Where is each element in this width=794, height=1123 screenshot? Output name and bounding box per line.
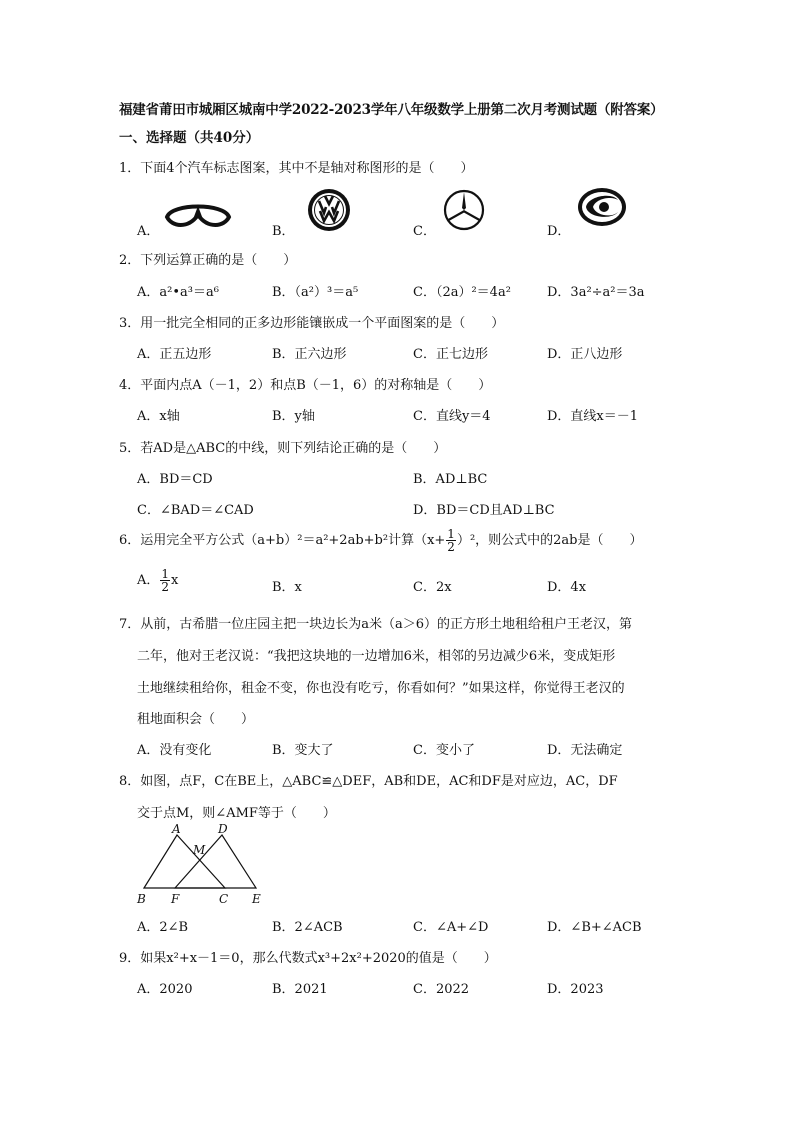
- q6-fraction: [446, 528, 456, 553]
- question-3-stem: 3．用一批完全相同的正多边形能镶嵌成一个平面图案的是（ ）: [119, 316, 505, 331]
- triangle-def: [175, 835, 256, 888]
- label-m: M: [193, 843, 206, 857]
- q6-option-a-letter: A．: [137, 573, 160, 588]
- q3-option-d: D．正八边形: [547, 347, 623, 362]
- q4-option-d: D．直线x＝－1: [547, 409, 639, 424]
- q1-option-a: A．: [137, 224, 160, 239]
- q3-option-b: B．正六边形: [272, 347, 347, 362]
- q2-option-a: A．a²•a³＝a⁶: [137, 285, 219, 300]
- q6-option-c: C．2x: [413, 580, 452, 595]
- question-8-line-1: 8．如图，点F，C在BE上，△ABC≌△DEF，AB和DE，AC和DF是对应边，AC，DF: [119, 774, 618, 789]
- q6-option-a-var: x: [171, 573, 179, 588]
- q9-option-a: A．2020: [137, 982, 193, 997]
- q5-option-a: A．BD＝CD: [137, 472, 213, 487]
- q6-option-a-numerator: 1: [161, 567, 170, 581]
- q6-option-a-denominator: 2: [161, 580, 170, 594]
- infiniti-logo-icon: [164, 200, 232, 230]
- q8-option-d: D．∠B+∠ACB: [547, 920, 642, 935]
- q1-option-c: C．: [413, 224, 436, 239]
- question-7-line-2: 二年，他对王老汉说：“我把这块地的一边增加6米，相邻的另边减少6米，变成矩形: [137, 649, 616, 664]
- question-4-stem: 4．平面内点A（－1，2）和点B（－1，6）的对称轴是（ ）: [119, 378, 492, 393]
- q5-option-c: C．∠BAD＝∠CAD: [137, 503, 254, 518]
- q4-option-c: C．直线y＝4: [413, 409, 491, 424]
- q6-option-a: [137, 568, 178, 593]
- dongfeng-logo-icon: [576, 186, 628, 228]
- q7-option-b: B．变大了: [272, 743, 334, 758]
- triangle-abc: [144, 835, 225, 888]
- label-a: A: [172, 822, 181, 836]
- volkswagen-logo-icon: [306, 187, 352, 233]
- label-c: C: [219, 892, 229, 906]
- q5-option-b: B．AD⊥BC: [413, 472, 488, 487]
- q6-stem-part-2: ）²，则公式中的2ab是（ ）: [456, 533, 643, 548]
- q6-option-b: B．x: [272, 580, 302, 595]
- q3-option-c: C．正七边形: [413, 347, 488, 362]
- q9-option-c: C．2022: [413, 982, 470, 997]
- q7-option-c: C．变小了: [413, 743, 475, 758]
- q9-option-d: D．2023: [547, 982, 604, 997]
- q6-option-a-fraction: [160, 568, 170, 593]
- label-e: E: [252, 892, 261, 906]
- question-2-stem: 2．下列运算正确的是（ ）: [119, 253, 297, 268]
- question-6-stem: [119, 528, 643, 553]
- question-5-stem: 5．若AD是△ABC的中线，则下列结论正确的是（ ）: [119, 441, 447, 456]
- q2-option-b: B．（a²）³＝a⁵: [272, 285, 359, 300]
- question-1-stem: 1．下面4个汽车标志图案，其中不是轴对称图形的是（ ）: [119, 161, 474, 176]
- label-b: B: [137, 892, 146, 906]
- label-f: F: [171, 892, 180, 906]
- q6-stem-part-1: 6．运用完全平方公式（a+b）²＝a²+2ab+b²计算（x+: [119, 533, 446, 548]
- q4-option-a: A．x轴: [137, 409, 180, 424]
- document-title: 福建省莆田市城厢区城南中学2022-2023学年八年级数学上册第二次月考测试题（附答案）: [119, 102, 664, 118]
- q4-option-b: B．y轴: [272, 409, 315, 424]
- mercedes-logo-icon: [442, 188, 486, 232]
- question-9-stem: 9．如果x²+x－1＝0，那么代数式x³+2x²+2020的值是（ ）: [119, 951, 497, 966]
- question-7-line-4: 租地面积会（ ）: [137, 712, 255, 727]
- section-heading: 一、选择题（共40分）: [119, 130, 260, 146]
- q8-option-b: B．2∠ACB: [272, 920, 343, 935]
- q6-fraction-numerator: 1: [447, 527, 455, 541]
- q7-option-d: D．无法确定: [547, 743, 623, 758]
- q2-option-d: D．3a²÷a²＝3a: [547, 285, 645, 300]
- q8-option-c: C．∠A+∠D: [413, 920, 489, 935]
- triangles-figure: [130, 820, 270, 910]
- q2-option-c: C．（2a）²＝4a²: [413, 285, 511, 300]
- q1-option-b: B．: [272, 224, 295, 239]
- label-d: D: [218, 822, 228, 836]
- q7-option-a: A．没有变化: [137, 743, 212, 758]
- question-8-line-2: 交于点M，则∠AMF等于（ ）: [137, 806, 336, 821]
- q5-option-d: D．BD＝CD且AD⊥BC: [413, 503, 555, 518]
- question-7-line-3: 土地继续租给你，租金不变，你也没有吃亏，你看如何？”如果这样，你觉得王老汉的: [137, 681, 625, 696]
- question-7-line-1: 7．从前，古希腊一位庄园主把一块边长为a米（a＞6）的正方形土地租给租户王老汉，第: [119, 617, 633, 632]
- q1-option-d: D．: [547, 224, 571, 239]
- q6-option-d: D．4x: [547, 580, 587, 595]
- q6-fraction-denominator: 2: [447, 540, 455, 554]
- q9-option-b: B．2021: [272, 982, 328, 997]
- q3-option-a: A．正五边形: [137, 347, 212, 362]
- q8-option-a: A．2∠B: [137, 920, 189, 935]
